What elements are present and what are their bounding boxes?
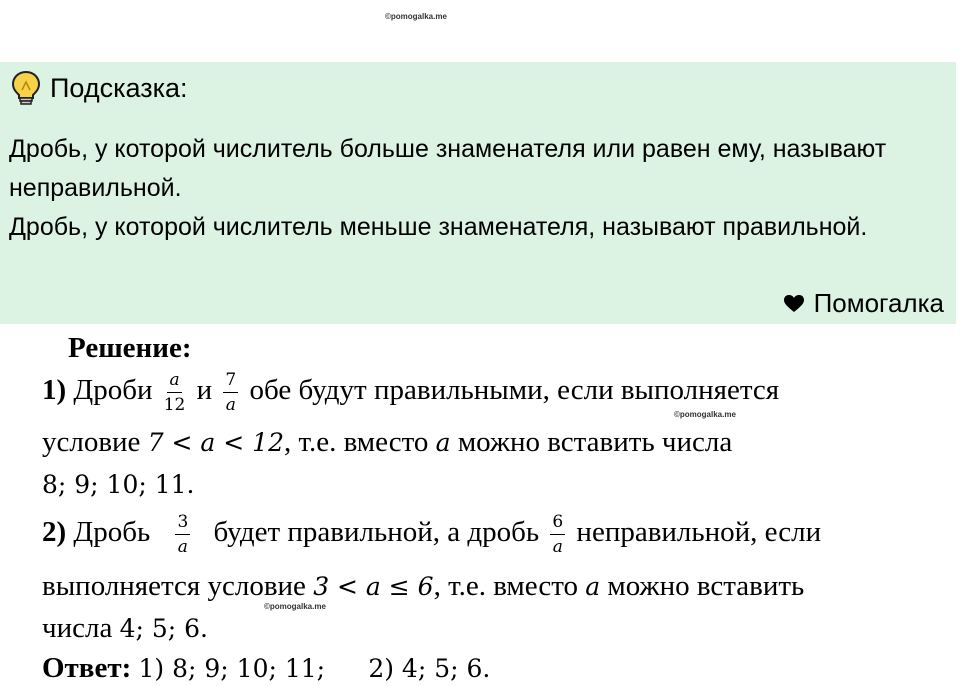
p2-text: будет правильной, а дробь (213, 516, 540, 549)
p2-number: 2) (42, 516, 67, 549)
fraction-denominator: a (552, 537, 563, 557)
hint-header (10, 70, 188, 106)
p1-text: , т.е. вместо (284, 426, 429, 458)
p2-condition: 3 < a ≤ 6 (313, 572, 434, 601)
p1-text: Дроби (73, 374, 153, 407)
p2-text: выполняется условие (42, 570, 306, 602)
fraction-6-over-a (550, 512, 565, 557)
p1-text: обе будут правильными, если выполняется (249, 374, 780, 407)
fraction-numerator: 3 (175, 512, 190, 535)
fraction-denominator: 12 (163, 395, 186, 415)
brand-label (784, 288, 944, 319)
fraction-denominator: a (225, 395, 236, 415)
solution-p2-line3 (42, 612, 208, 645)
p2-text: можно вставить (607, 570, 805, 602)
hint-title: Подсказка: (50, 72, 188, 103)
heart-icon (784, 295, 804, 313)
fraction-denominator: a (177, 537, 188, 557)
p2-variable: a (585, 572, 601, 601)
p1-variable: a (435, 428, 451, 457)
hint-body (9, 130, 936, 247)
p2-text: неправильной, если (576, 516, 822, 549)
solution-p1-line1 (42, 370, 779, 415)
brand-name: Помогалка (813, 288, 944, 318)
hint-paragraph-proper: Дробь, у которой числитель меньше знаменателя, называют правильной. (9, 213, 868, 241)
p2-text: Дробь (73, 516, 151, 549)
p2-text: , т.е. вместо (433, 570, 579, 602)
solution-p2-line2 (42, 570, 804, 603)
hint-box (0, 62, 956, 324)
answer-part1: 1) 8; 9; 10; 11; (138, 654, 326, 683)
fraction-numerator: a (169, 370, 180, 390)
fraction-numerator: 7 (223, 370, 238, 393)
fraction-numerator: 6 (550, 512, 565, 535)
watermark-bottom: ©pomogalka.me (264, 602, 326, 611)
answer-line (42, 652, 490, 685)
p1-text: и (196, 374, 213, 407)
fraction-7-over-a (223, 370, 238, 415)
answer-label: Ответ: (42, 652, 132, 684)
solution-p2-line1 (42, 512, 821, 557)
p1-text: условие (42, 426, 141, 458)
watermark-top: ©pomogalka.me (385, 12, 447, 21)
fraction-a-over-12 (164, 370, 186, 415)
p1-condition: 7 < a < 12 (147, 428, 284, 457)
watermark-mid: ©pomogalka.me (674, 410, 736, 419)
p2-text: числа (42, 612, 113, 644)
p1-number: 1) (42, 374, 67, 407)
solution-p1-line2 (42, 426, 732, 459)
answer-part2: 2) 4; 5; 6. (368, 654, 491, 683)
fraction-3-over-a (175, 512, 190, 557)
p1-text: можно вставить числа (457, 426, 733, 458)
lightbulb-icon (10, 70, 42, 106)
hint-paragraph-improper: Дробь, у которой числитель больше знаменателя или равен ему, называют неправильной. (9, 135, 887, 202)
p2-values: 4; 5; 6. (119, 614, 208, 643)
solution-title: Решение: (68, 332, 192, 364)
solution-p1-values: 8; 9; 10; 11. (42, 470, 195, 499)
